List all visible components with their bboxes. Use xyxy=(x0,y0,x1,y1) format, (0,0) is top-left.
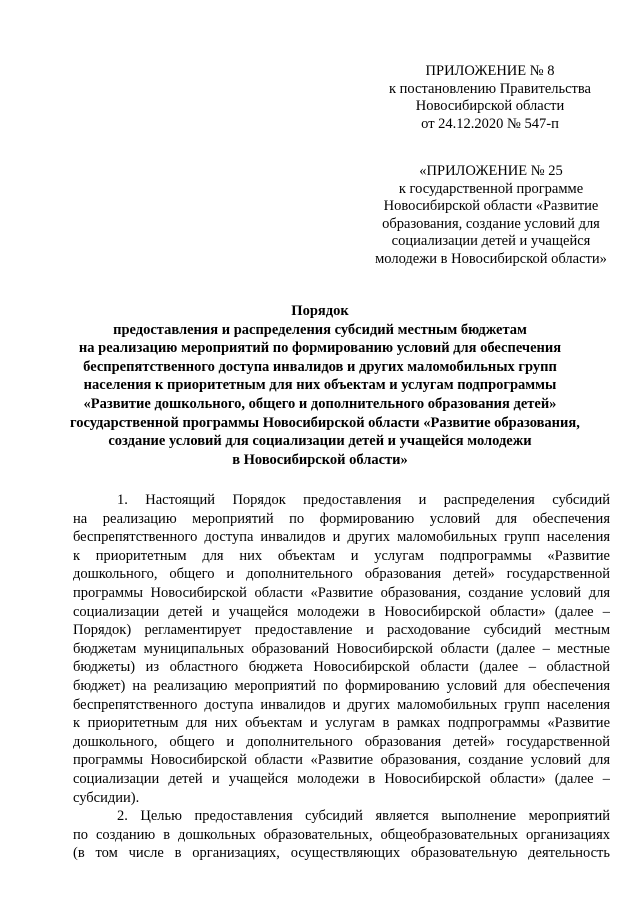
approval-stamp-block xyxy=(380,63,600,133)
text-line: к приоритетным для них объектам и услугам в рамках подпрограммы «Развитие xyxy=(73,715,610,732)
text-line: Порядок) регламентирует предоставление и расходование субсидий местным xyxy=(73,622,610,639)
title-line: на реализацию мероприятий по формированию условий для обеспечения xyxy=(78,340,562,357)
paragraph-1 xyxy=(73,491,610,807)
text-line: бюджеты) из областного бюджета Новосибирской области (далее – областной xyxy=(73,659,610,676)
text-line: программы Новосибирской области «Развитие образования, создание условий для xyxy=(73,584,610,601)
text-line: программы Новосибирской области «Развитие образования, создание условий для xyxy=(73,752,610,769)
text-line: субсидии). xyxy=(73,789,140,806)
title-line: беспрепятственного доступа инвалидов и других маломобильных групп xyxy=(83,358,557,375)
text-line: 1. Настоящий Порядок предоставления и распределения субсидий xyxy=(117,492,610,508)
text-line: дошкольного, общего и дополнительного образования детей» государственной xyxy=(73,733,610,750)
title-line: предоставления и распределения субсидий местным бюджетам xyxy=(113,321,527,338)
approval-line: ПРИЛОЖЕНИЕ № 8 xyxy=(425,63,555,79)
appendix-line: образования, создание условий для xyxy=(382,215,600,232)
text-line: 2. Целью предоставления субсидий является выполнение мероприятий xyxy=(117,808,610,825)
document-body xyxy=(73,491,610,863)
title-line: населения к приоритетным для них объектам и услугам подпрограммы xyxy=(83,377,557,394)
appendix-line: Новосибирской области «Развитие xyxy=(383,198,599,214)
title-line: в Новосибирской области» xyxy=(232,451,408,468)
text-line: социализации детей и учащейся молодежи в Новосибирской области» (далее – xyxy=(73,770,610,787)
approval-line: от 24.12.2020 № 547-п xyxy=(421,115,559,132)
title-line: создание условий для социализации детей и учащейся молодежи xyxy=(108,433,532,450)
text-line: бюджет) на реализацию мероприятий по формированию условий для обеспечения xyxy=(73,677,610,694)
text-line: беспрепятственного доступа инвалидов и других маломобильных групп населения xyxy=(73,529,610,546)
text-line: беспрепятственного доступа инвалидов и других маломобильных групп населения xyxy=(73,696,610,713)
text-line: социализации детей и учащейся молодежи в Новосибирской области» (далее – xyxy=(73,603,610,620)
appendix-line: к государственной программе xyxy=(398,180,584,197)
approval-line: Новосибирской области xyxy=(415,98,565,114)
text-line: бюджетам муниципальных образований Новосибирской области (далее – местные xyxy=(73,640,610,657)
appendix-line: «ПРИЛОЖЕНИЕ № 25 xyxy=(419,163,563,179)
appendix-reference-block xyxy=(370,163,612,268)
text-line: к приоритетным для них объектам и услугам подпрограммы «Развитие xyxy=(73,547,610,564)
title-line: Порядок xyxy=(291,303,349,319)
appendix-line: социализации детей и учащейся xyxy=(391,233,591,249)
title-line: «Развитие дошкольного, общего и дополнительного образования детей» xyxy=(83,395,557,412)
text-line: на реализацию мероприятий по формированию условий для обеспечения xyxy=(73,510,610,527)
text-line: (в том числе в организациях, осуществляющих образовательную деятельность xyxy=(73,845,610,862)
appendix-line: молодежи в Новосибирской области» xyxy=(375,250,607,267)
title-line: государственной программы Новосибирской области «Развитие образования, xyxy=(70,414,580,431)
approval-line: к постановлению Правительства xyxy=(389,80,591,97)
document-title xyxy=(70,302,580,469)
paragraph-2 xyxy=(73,807,610,863)
text-line: дошкольного, общего и дополнительного образования детей» государственной xyxy=(73,566,610,583)
text-line: по созданию в дошкольных образовательных, общеобразовательных организациях xyxy=(73,826,610,843)
